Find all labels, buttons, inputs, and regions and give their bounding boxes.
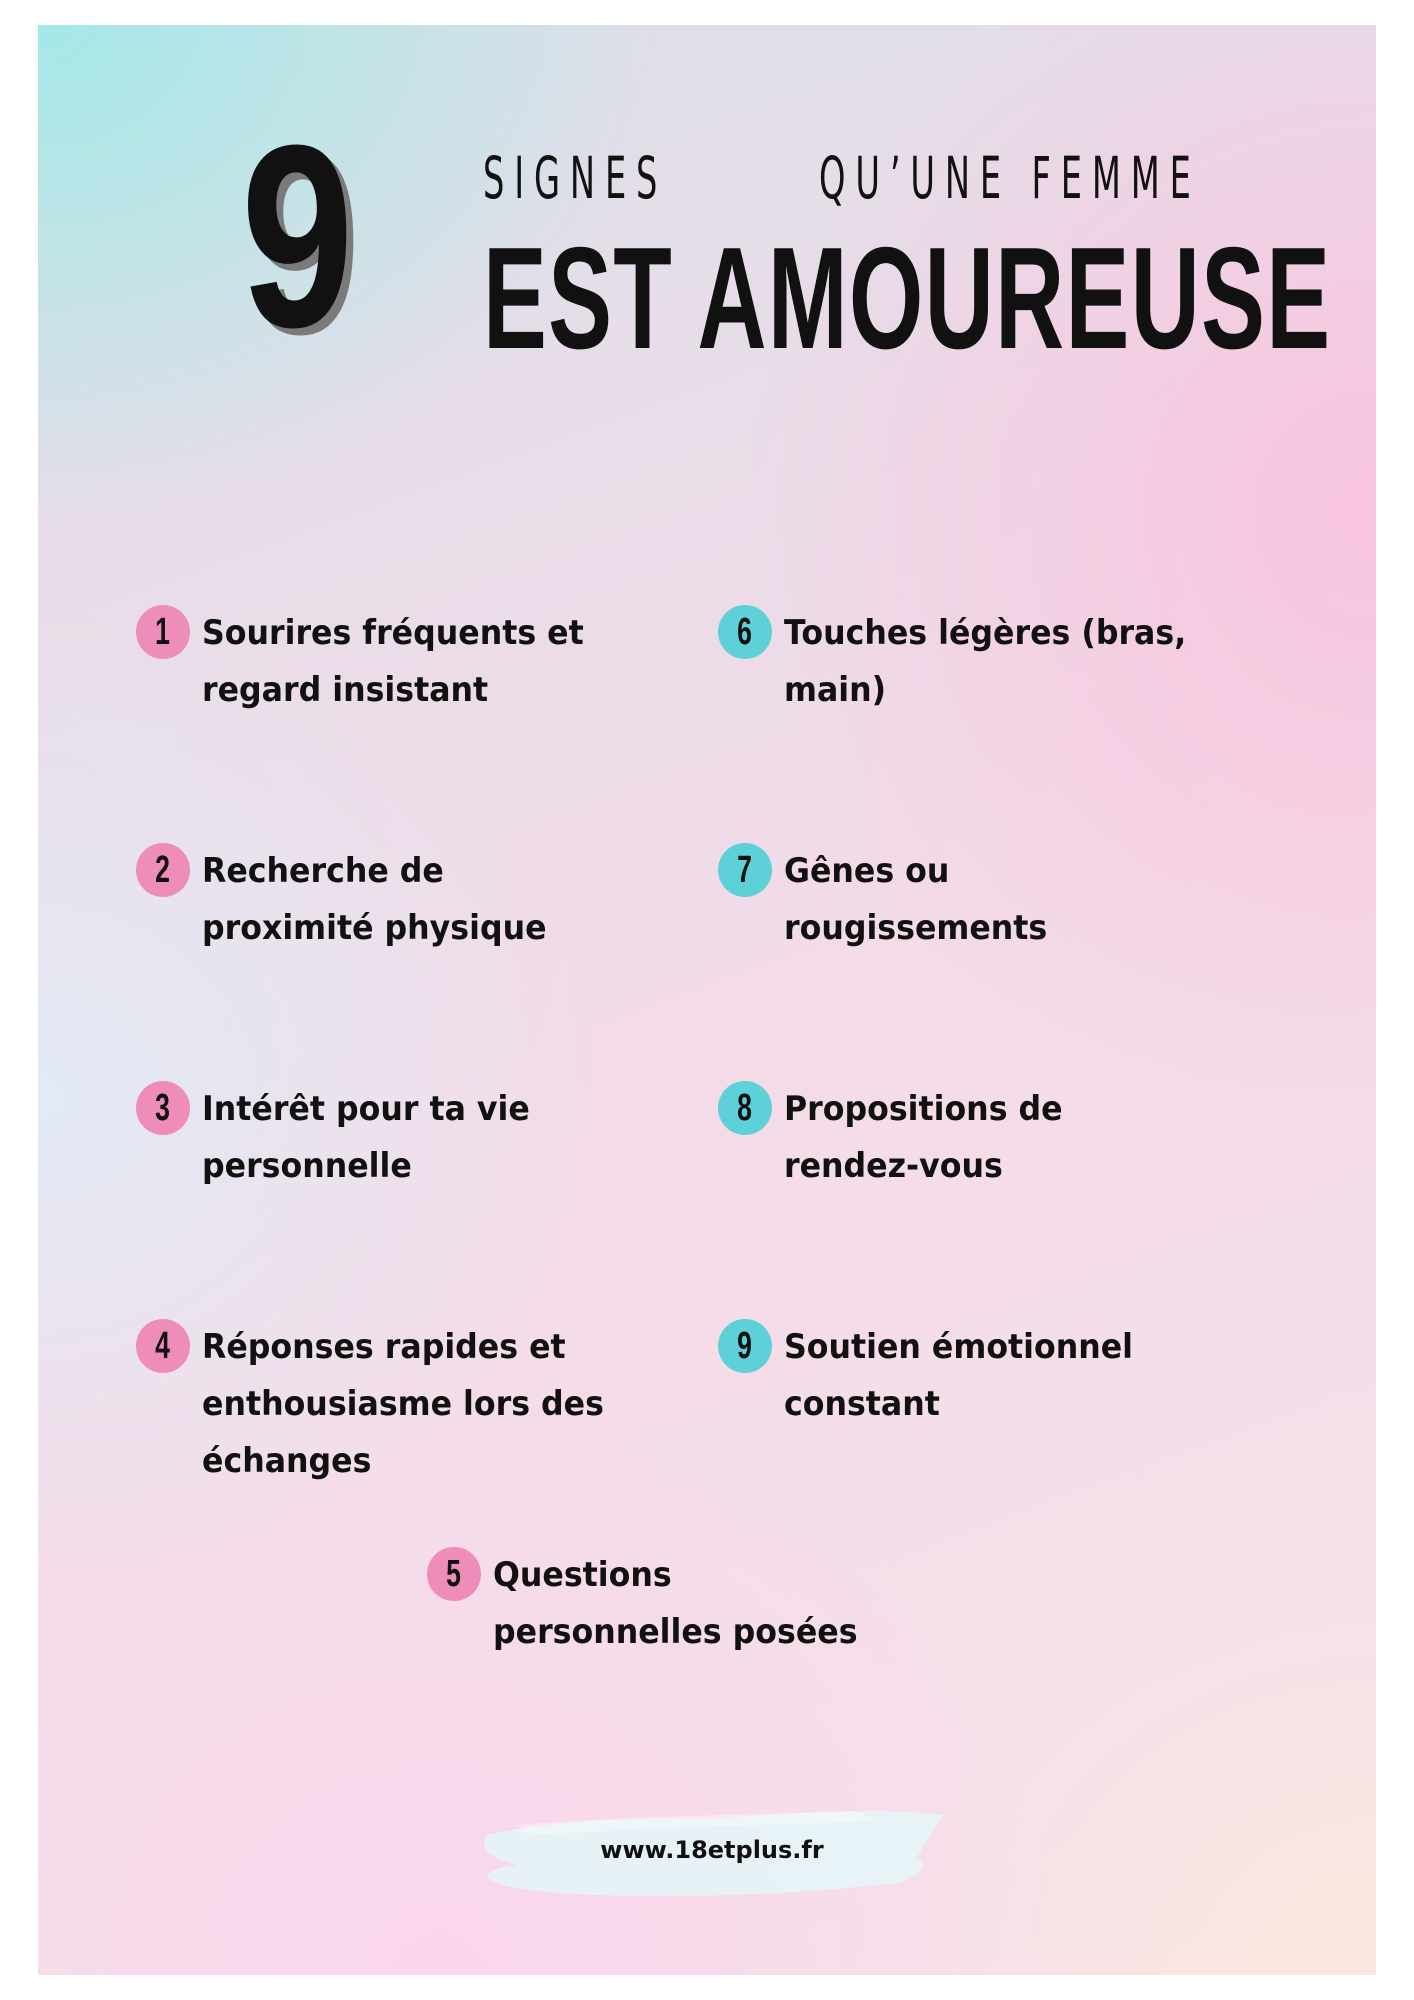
website-link[interactable]: www.18etplus.fr — [600, 1836, 824, 1864]
sign-text: Touches légères (bras, main) — [784, 613, 1187, 710]
sign-text: Sourires fréquents et regard insistant — [202, 613, 584, 710]
title-signes: SIGNES — [483, 144, 668, 212]
title-number: 9 — [241, 92, 354, 382]
poster — [38, 25, 1376, 1975]
number-badge: 6 — [718, 605, 772, 659]
sign-text: Intérêt pour ta vie personnelle — [202, 1089, 530, 1186]
sign-text: Recherche de proximité physique — [202, 851, 547, 948]
sign-text: Soutien émotionnel constant — [784, 1327, 1134, 1424]
sign-text: Réponses rapides et enthousiasme lors des échanges — [202, 1327, 604, 1481]
sign-text: Questions personnelles posées — [493, 1555, 858, 1652]
number-badge: 7 — [718, 843, 772, 897]
footer — [477, 1795, 947, 1905]
number-badge: 3 — [136, 1081, 190, 1135]
number-badge: 4 — [136, 1319, 190, 1373]
number-badge: 1 — [136, 605, 190, 659]
number-badge: 8 — [718, 1081, 772, 1135]
title-quune-femme: QU’UNE FEMME — [819, 144, 1201, 212]
sign-text: Gênes ou rougissements — [784, 851, 1048, 948]
number-badge: 9 — [718, 1319, 772, 1373]
number-badge: 2 — [136, 843, 190, 897]
title-est-amoureuse: EST AMOUREUSE — [483, 217, 1332, 379]
number-badge: 5 — [427, 1547, 481, 1601]
sign-text: Propositions de rendez-vous — [784, 1089, 1063, 1186]
